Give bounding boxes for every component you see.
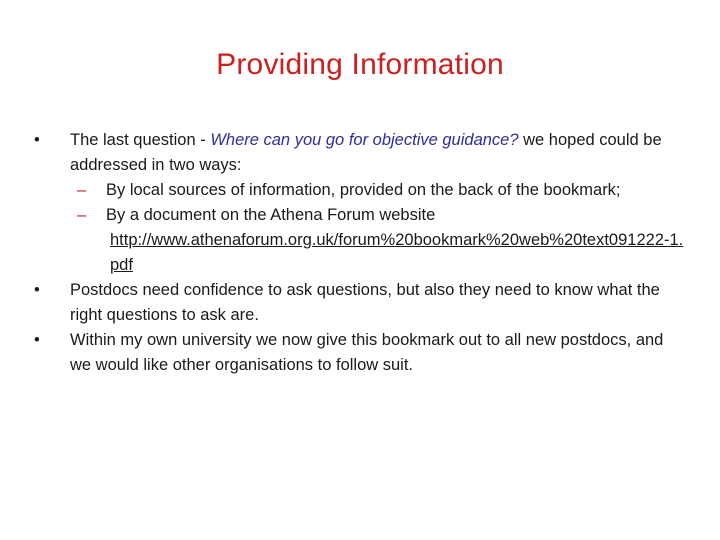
athena-forum-pdf-link[interactable]: http://www.athenaforum.org.uk/forum%20bookmark%20web%20text091222-1.pdf bbox=[110, 231, 684, 274]
sub-bullet-marker: – bbox=[77, 206, 87, 224]
sub-bullet-text: By a document on the Athena Forum website bbox=[106, 206, 436, 224]
bullet-item bbox=[34, 278, 684, 328]
sub-bullet-text: By local sources of information, provided on the back of the bookmark; bbox=[106, 181, 621, 199]
bullet-item bbox=[34, 328, 684, 378]
sub-bullet-marker: – bbox=[77, 181, 87, 199]
bullet-marker: • bbox=[34, 281, 40, 299]
bullet-text: Within my own university we now give this bookmark out to all new postdocs, and we would like other organisations to follow suit. bbox=[70, 331, 664, 374]
sub-bullet-item bbox=[34, 178, 684, 203]
bullet-text: Postdocs need confidence to ask questions, but also they need to know what the right questions to ask are. bbox=[70, 281, 660, 324]
bullet-emphasis-question: Where can you go for objective guidance? bbox=[210, 131, 519, 149]
bullet-marker: • bbox=[34, 131, 40, 149]
slide-body bbox=[34, 128, 684, 378]
slide-title: Providing Information bbox=[216, 48, 504, 81]
bullet-item bbox=[34, 128, 684, 178]
bullet-marker: • bbox=[34, 331, 40, 349]
bullet-text-before: The last question - bbox=[70, 131, 211, 149]
bullet-text-after: we hoped could be addressed in two ways: bbox=[70, 131, 662, 174]
sub-bullet-item bbox=[34, 203, 684, 278]
